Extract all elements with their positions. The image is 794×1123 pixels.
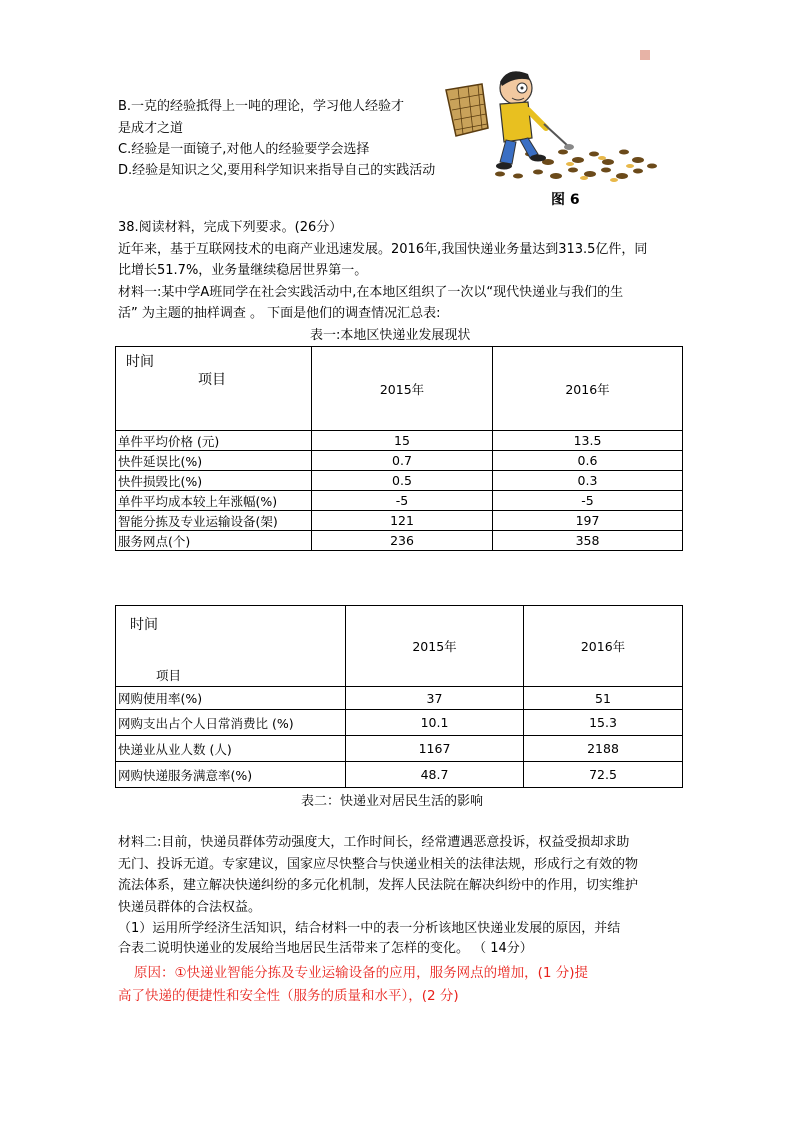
table1-value-2015: 121	[312, 511, 493, 531]
table2-value-2015: 10.1	[346, 710, 524, 736]
table1-corner-time: 时间	[126, 354, 154, 370]
table1-item: 单件平均成本较上年涨幅(%)	[116, 491, 312, 511]
table2-value-2015: 37	[346, 687, 524, 710]
question1-line2: 合表二说明快递业的发展给当地居民生活带来了怎样的变化。 （ 14分）	[118, 941, 533, 956]
table1-value-2015: 236	[312, 531, 493, 551]
table1-value-2016: 13.5	[493, 431, 683, 451]
material2-line1: 材料二:目前，快递员群体劳动强度大，工作时间长，经常遭遇恶意投诉，权益受损却求助	[118, 835, 630, 850]
material2-line4: 快递员群体的合法权益。	[118, 900, 262, 915]
table2-caption: 表二：快递业对居民生活的影响	[301, 794, 484, 809]
table-row	[116, 511, 683, 531]
table-row	[116, 471, 683, 491]
q38-intro-line2: 比增长51.7%，业务量继续稳居世界第一。	[118, 263, 368, 278]
table2-value-2016: 72.5	[524, 762, 683, 788]
table2	[115, 605, 683, 788]
table1-corner-item: 项目	[198, 372, 226, 388]
cartoon-illustration	[438, 58, 664, 186]
answer-line1: 原因：①快递业智能分拣及专业运输设备的应用，服务网点的增加，(1 分)提	[134, 965, 589, 981]
table1-item: 服务网点(个)	[116, 531, 312, 551]
table2-item: 网购使用率(%)	[116, 687, 346, 710]
table2-corner-header	[116, 606, 346, 687]
table1-header-2016: 2016年	[493, 347, 683, 431]
material2-line2: 无门、投诉无道。专家建议，国家应尽快整合与快递业相关的法律法规，形成行之有效的物	[118, 857, 639, 872]
option-d: D.经验是知识之父,要用科学知识来指导自己的实践活动	[118, 163, 436, 178]
figure-caption: 图 6	[551, 192, 580, 208]
table2-header-2015: 2015年	[346, 606, 524, 687]
table1-item: 智能分拣及专业运输设备(架)	[116, 511, 312, 531]
table-row	[116, 451, 683, 471]
table1-corner-header	[116, 347, 312, 431]
table1	[115, 346, 683, 551]
table1-value-2016: 0.6	[493, 451, 683, 471]
table2-value-2016: 15.3	[524, 710, 683, 736]
question1-line1: （1）运用所学经济生活知识，结合材料一中的表一分析该地区快递业发展的原因，并结	[118, 921, 621, 936]
table2-item: 快递业从业人数 (人)	[116, 736, 346, 762]
table-row	[116, 710, 683, 736]
table1-item: 单件平均价格 (元)	[116, 431, 312, 451]
table1-value-2016: 358	[493, 531, 683, 551]
q38-heading: 38.阅读材料，完成下列要求。(26分）	[118, 220, 343, 235]
table1-item: 快件损毁比(%)	[116, 471, 312, 491]
answer-line2: 高了快递的便捷性和安全性（服务的质量和水平），(2 分)	[118, 988, 459, 1004]
material1-line1: 材料一:某中学A班同学在社会实践活动中,在本地区组织了一次以“现代快递业与我们的生	[118, 285, 624, 300]
table1-caption: 表一:本地区快递业发展现状	[310, 328, 471, 343]
table2-item: 网购支出占个人日常消费比 (%)	[116, 710, 346, 736]
table2-value-2015: 1167	[346, 736, 524, 762]
table1-value-2016: 0.3	[493, 471, 683, 491]
table-row	[116, 531, 683, 551]
table1-header-2015: 2015年	[312, 347, 493, 431]
table1-value-2016: -5	[493, 491, 683, 511]
table1-value-2016: 197	[493, 511, 683, 531]
table1-value-2015: 15	[312, 431, 493, 451]
table1-value-2015: -5	[312, 491, 493, 511]
table-row	[116, 762, 683, 788]
table2-value-2015: 48.7	[346, 762, 524, 788]
table-row	[116, 431, 683, 451]
material1-line2: 活” 为主题的抽样调查 。 下面是他们的调查情况汇总表:	[118, 306, 441, 321]
table2-value-2016: 51	[524, 687, 683, 710]
table1-value-2015: 0.7	[312, 451, 493, 471]
table2-value-2016: 2188	[524, 736, 683, 762]
q38-intro-line1: 近年来，基于互联网技术的电商产业迅速发展。2016年,我国快递业务量达到313.5亿件，同	[118, 242, 648, 257]
table2-header-2016: 2016年	[524, 606, 683, 687]
table2-corner-item: 项目	[156, 668, 182, 683]
table2-item: 网购快递服务满意率(%)	[116, 762, 346, 788]
option-b-line2: 是成才之道	[118, 121, 184, 136]
option-c: C.经验是一面镜子,对他人的经验要学会选择	[118, 142, 370, 157]
table-row	[116, 736, 683, 762]
table-row	[116, 687, 683, 710]
material2-line3: 流法体系，建立解决快递纠纷的多元化机制，发挥人民法院在解决纠纷中的作用，切实维护	[118, 878, 639, 893]
option-b-line1: B.一克的经验抵得上一吨的理论，学习他人经验才	[118, 99, 405, 114]
table1-value-2015: 0.5	[312, 471, 493, 491]
table1-item: 快件延误比(%)	[116, 451, 312, 471]
table2-corner-time: 时间	[130, 617, 158, 633]
table-row	[116, 491, 683, 511]
